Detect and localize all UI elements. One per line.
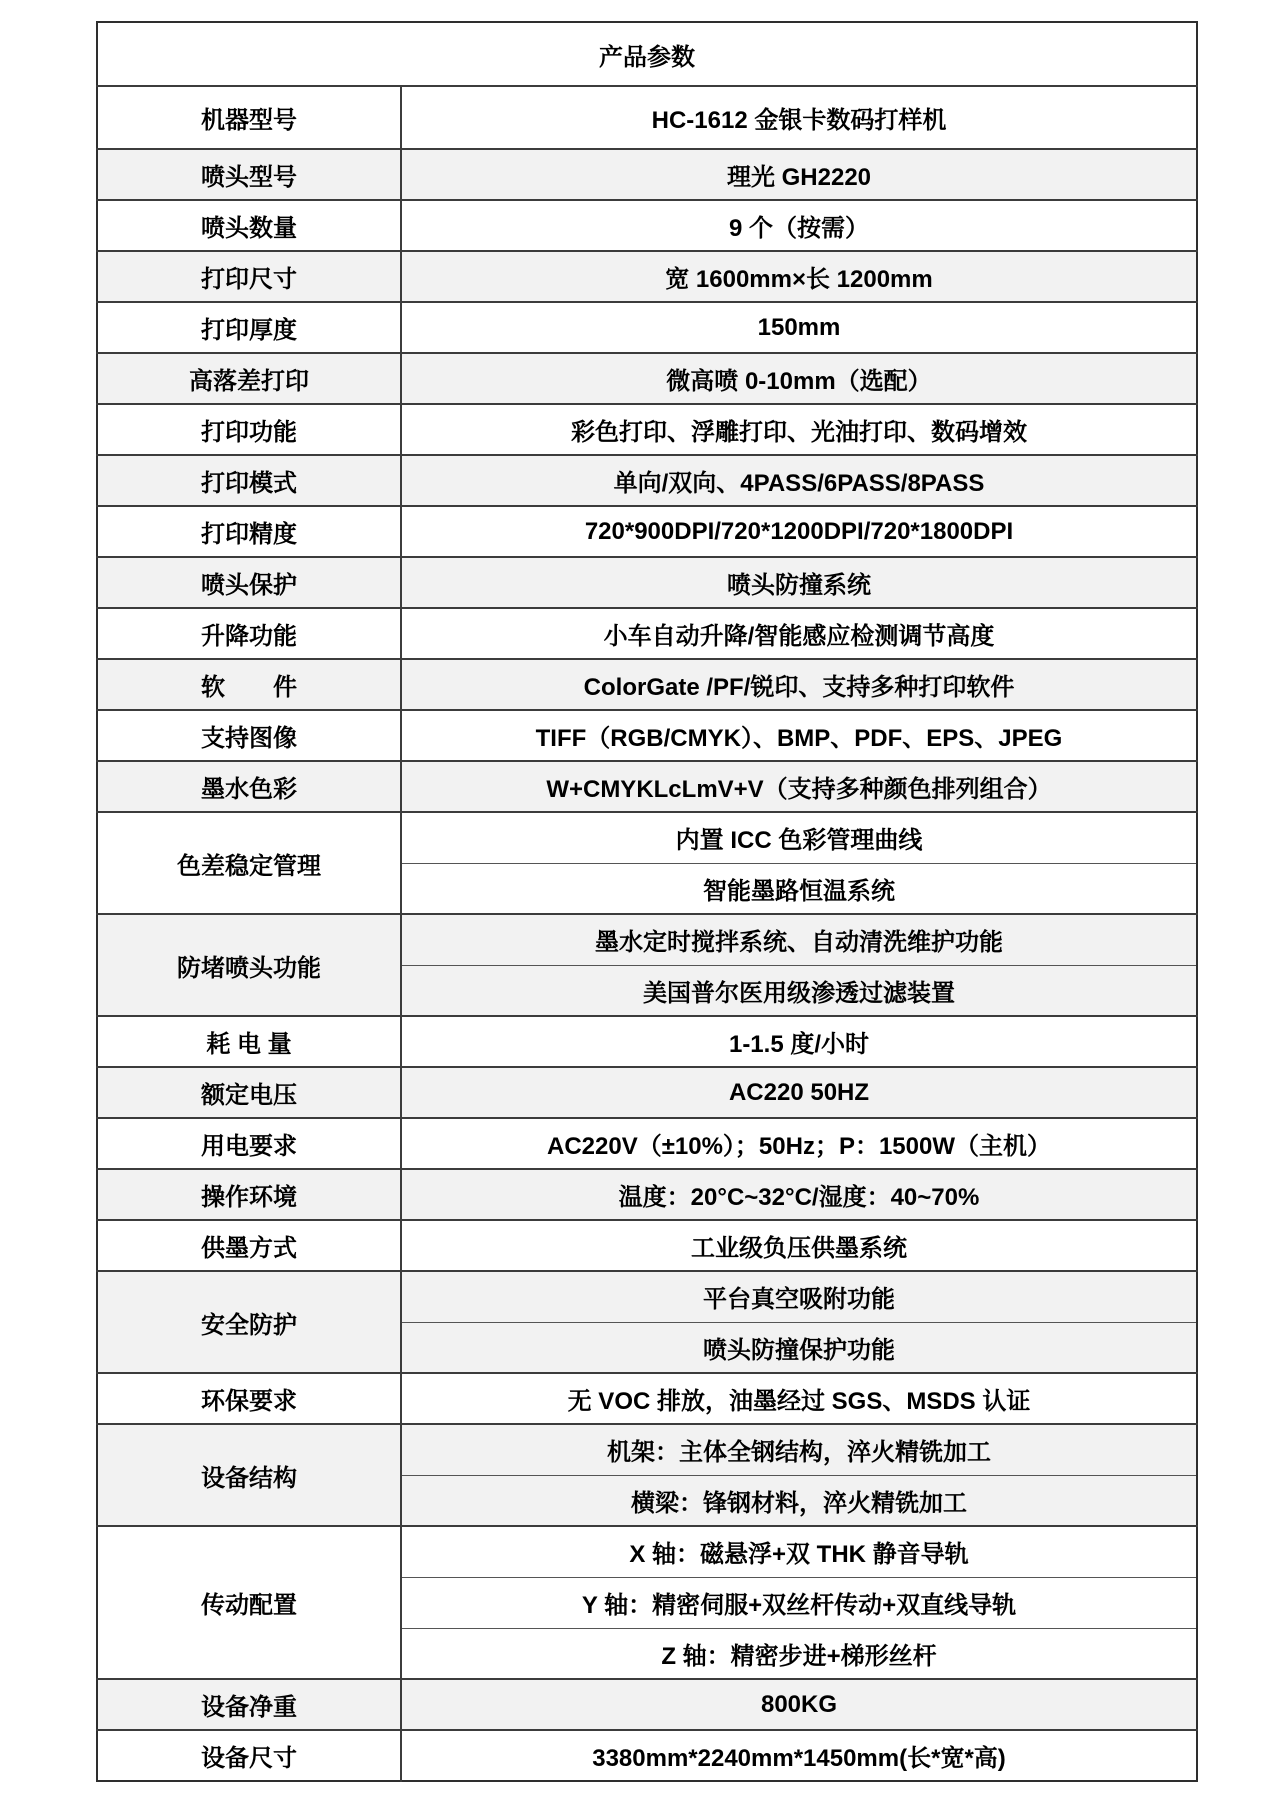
spec-value: Y 轴：精密伺服+双丝杆传动+双直线导轨 bbox=[401, 1577, 1197, 1628]
spec-label: 喷头型号 bbox=[97, 149, 401, 200]
spec-table-body bbox=[97, 86, 1197, 1781]
spec-value: 工业级负压供墨系统 bbox=[401, 1220, 1197, 1271]
spec-label: 防堵喷头功能 bbox=[97, 914, 401, 1016]
spec-row bbox=[97, 1424, 1197, 1475]
spec-row bbox=[97, 1526, 1197, 1577]
spec-label: 喷头保护 bbox=[97, 557, 401, 608]
spec-value: 无 VOC 排放，油墨经过 SGS、MSDS 认证 bbox=[401, 1373, 1197, 1424]
spec-value: 喷头防撞保护功能 bbox=[401, 1322, 1197, 1373]
spec-row bbox=[97, 86, 1197, 149]
spec-label: 支持图像 bbox=[97, 710, 401, 761]
spec-value: X 轴：磁悬浮+双 THK 静音导轨 bbox=[401, 1526, 1197, 1577]
spec-row bbox=[97, 1679, 1197, 1730]
product-spec-table bbox=[96, 21, 1198, 1782]
spec-value: 机架：主体全钢结构，淬火精铣加工 bbox=[401, 1424, 1197, 1475]
spec-row bbox=[97, 1067, 1197, 1118]
spec-row bbox=[97, 455, 1197, 506]
spec-value: 智能墨路恒温系统 bbox=[401, 863, 1197, 914]
spec-value: Z 轴：精密步进+梯形丝杆 bbox=[401, 1628, 1197, 1679]
spec-value: 9 个（按需） bbox=[401, 200, 1197, 251]
spec-value: AC220V（±10%）；50Hz；P：1500W（主机） bbox=[401, 1118, 1197, 1169]
spec-value: 1-1.5 度/小时 bbox=[401, 1016, 1197, 1067]
spec-value: W+CMYKLcLmV+V（支持多种颜色排列组合） bbox=[401, 761, 1197, 812]
spec-label: 喷头数量 bbox=[97, 200, 401, 251]
spec-label: 墨水色彩 bbox=[97, 761, 401, 812]
spec-value: TIFF（RGB/CMYK）、BMP、PDF、EPS、JPEG bbox=[401, 710, 1197, 761]
spec-label: 操作环境 bbox=[97, 1169, 401, 1220]
spec-value: 平台真空吸附功能 bbox=[401, 1271, 1197, 1322]
spec-row bbox=[97, 659, 1197, 710]
spec-value: 150mm bbox=[401, 302, 1197, 353]
spec-row bbox=[97, 353, 1197, 404]
spec-row bbox=[97, 1118, 1197, 1169]
spec-value: HC-1612 金银卡数码打样机 bbox=[401, 86, 1197, 149]
spec-row bbox=[97, 812, 1197, 863]
spec-value: 720*900DPI/720*1200DPI/720*1800DPI bbox=[401, 506, 1197, 557]
spec-value: 内置 ICC 色彩管理曲线 bbox=[401, 812, 1197, 863]
spec-row bbox=[97, 200, 1197, 251]
spec-label: 设备尺寸 bbox=[97, 1730, 401, 1781]
spec-row bbox=[97, 1220, 1197, 1271]
spec-label: 安全防护 bbox=[97, 1271, 401, 1373]
spec-label: 设备净重 bbox=[97, 1679, 401, 1730]
spec-label: 打印尺寸 bbox=[97, 251, 401, 302]
spec-value: 彩色打印、浮雕打印、光油打印、数码增效 bbox=[401, 404, 1197, 455]
spec-label: 打印功能 bbox=[97, 404, 401, 455]
spec-row bbox=[97, 1016, 1197, 1067]
spec-value: 温度：20°C~32°C/湿度：40~70% bbox=[401, 1169, 1197, 1220]
spec-row bbox=[97, 1169, 1197, 1220]
spec-row bbox=[97, 1271, 1197, 1322]
spec-label: 设备结构 bbox=[97, 1424, 401, 1526]
spec-label: 色差稳定管理 bbox=[97, 812, 401, 914]
spec-row bbox=[97, 608, 1197, 659]
spec-value: 微高喷 0-10mm（选配） bbox=[401, 353, 1197, 404]
spec-value: 横梁：锋钢材料，淬火精铣加工 bbox=[401, 1475, 1197, 1526]
spec-value: 美国普尔医用级渗透过滤装置 bbox=[401, 965, 1197, 1016]
spec-row bbox=[97, 710, 1197, 761]
spec-label: 机器型号 bbox=[97, 86, 401, 149]
spec-label: 耗 电 量 bbox=[97, 1016, 401, 1067]
spec-row bbox=[97, 302, 1197, 353]
spec-row bbox=[97, 1730, 1197, 1781]
spec-row bbox=[97, 914, 1197, 965]
spec-label: 打印精度 bbox=[97, 506, 401, 557]
spec-value: 单向/双向、4PASS/6PASS/8PASS bbox=[401, 455, 1197, 506]
spec-value: AC220 50HZ bbox=[401, 1067, 1197, 1118]
spec-label: 升降功能 bbox=[97, 608, 401, 659]
spec-value: 喷头防撞系统 bbox=[401, 557, 1197, 608]
spec-value: 小车自动升降/智能感应检测调节高度 bbox=[401, 608, 1197, 659]
table-header-row bbox=[97, 22, 1197, 86]
spec-row bbox=[97, 251, 1197, 302]
spec-label: 高落差打印 bbox=[97, 353, 401, 404]
spec-value: 宽 1600mm×长 1200mm bbox=[401, 251, 1197, 302]
spec-label: 供墨方式 bbox=[97, 1220, 401, 1271]
spec-label: 打印厚度 bbox=[97, 302, 401, 353]
spec-label: 环保要求 bbox=[97, 1373, 401, 1424]
spec-label: 用电要求 bbox=[97, 1118, 401, 1169]
spec-row bbox=[97, 761, 1197, 812]
spec-value: 800KG bbox=[401, 1679, 1197, 1730]
spec-row bbox=[97, 506, 1197, 557]
spec-label: 额定电压 bbox=[97, 1067, 401, 1118]
spec-row bbox=[97, 1373, 1197, 1424]
spec-row bbox=[97, 557, 1197, 608]
spec-label: 传动配置 bbox=[97, 1526, 401, 1679]
spec-row bbox=[97, 404, 1197, 455]
spec-label: 打印模式 bbox=[97, 455, 401, 506]
spec-value: ColorGate /PF/锐印、支持多种打印软件 bbox=[401, 659, 1197, 710]
spec-label: 软 件 bbox=[97, 659, 401, 710]
spec-value: 3380mm*2240mm*1450mm(长*宽*高) bbox=[401, 1730, 1197, 1781]
spec-value: 理光 GH2220 bbox=[401, 149, 1197, 200]
spec-row bbox=[97, 149, 1197, 200]
spec-value: 墨水定时搅拌系统、自动清洗维护功能 bbox=[401, 914, 1197, 965]
page-title: 产品参数 bbox=[97, 22, 1197, 86]
